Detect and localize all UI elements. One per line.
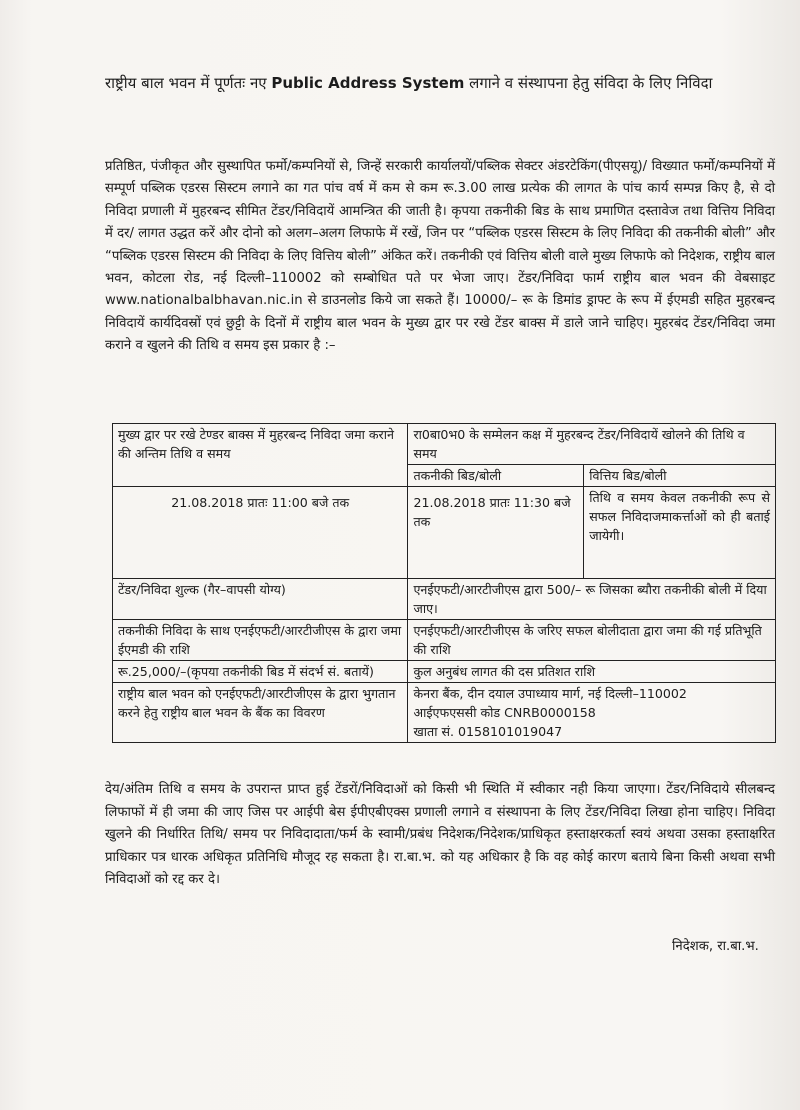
financial-bid-header: वित्तिय बिड/बोली xyxy=(584,465,776,487)
submission-deadline-header: मुख्य द्वार पर रखे टेण्डर बाक्स में मुहरबन्द निविदा जमा कराने की अन्तिम तिथि व समय xyxy=(113,424,408,487)
security-deposit-amount: कुल अनुबंध लागत की दस प्रतिशत राशि xyxy=(408,661,776,683)
fee-label: टेंडर/निविदा शुल्क (गैर–वापसी योग्य) xyxy=(113,579,408,620)
bank-details-value xyxy=(408,683,776,743)
table-row xyxy=(113,683,776,743)
table-row xyxy=(113,579,776,620)
document-title xyxy=(105,70,770,96)
title-bold-term: Public Address System xyxy=(271,74,465,92)
intro-paragraph: प्रतिष्ठित, पंजीकृत और सुस्थापित फर्मो/कम्पनियों से, जिन्हें सरकारी कार्यालयों/पब्लिक सेक्टर अंडरटेकिंग(पीएसयू)/ विख्यात फर्मो/कम्पनियों में सम्पूर्ण पब्लिक एडरस सिस्टम लगाने का गत पांच वर्ष में कम से कम रू.3.00 लाख प्रत्येक की लागत के पांच कार्य सम्पन्न किए है, से दो निविदा प्रणाली में मुहरबन्द सीमित टेंडर/निविदायें आमन्त्रित की जाती है। कृपया तकनीकी बिड के साथ प्रमाणित दस्तावेज तथा वित्तिय निविदा में दर/ लागत उद्धत करें और दोनो को अलग–अलग लिफाफे में रखें, जिन पर “पब्लिक एडरस सिस्टम के लिए निविदा की तकनीकी बोली” और “पब्लिक एडरस सिस्टम की निविदा के लिए वित्तिय बोली” अंकित करें। तकनीकी एवं वित्तिय बोली वाले मुख्य लिफाफे को निदेशक, राष्ट्रीय बाल भवन, कोटला रोड, नई दिल्ली–110002 को सम्बोधित पते पर भेजा जाए। टेंडर/निविदा फार्म राष्ट्रीय बाल भवन की वेबसाइट www.nationalbalbhavan.nic.in से डाउनलोड किये जा सकते हैं। 10000/– रू के डिमांड ड्राफ्ट के रूप में ईएमडी सहित मुहरबन्द निविदायें कार्यदिवस्रों एवं छुट्टी के दिनों में राष्ट्रीय बाल भवन के मुख्य द्वार पर रखे टेंडर बाक्स में डाले जाने चाहिए। मुहरबंद टेंडर/निविदा जमा कराने व खुलने की तिथि व समय इस प्रकार है :– xyxy=(105,159,775,354)
technical-opening-datetime: 21.08.2018 प्रातः 11:30 बजे तक xyxy=(408,487,584,579)
table-row xyxy=(113,620,776,661)
schedule-table xyxy=(112,423,776,743)
bank-name-line: केनरा बैंक, दीन दयाल उपाध्याय मार्ग, नई दिल्ली–110002 xyxy=(413,686,687,701)
title-suffix: लगाने व संस्थापना हेतु संविदा के लिए निविदा xyxy=(464,74,713,92)
table-row xyxy=(113,424,776,465)
financial-opening-note: तिथि व समय केवल तकनीकी रूप से सफल निविदाजमाकर्त्ताओं को ही बताई जायेगी। xyxy=(584,487,776,579)
emd-amount-label: रू.25,000/–(कृपया तकनीकी बिड में संदर्भ सं. बतायें) xyxy=(113,661,408,683)
security-deposit-value: एनईएफटी/आरटीजीएस के जरिए सफल बोलीदाता द्वारा जमा की गई प्रतिभूति की राशि xyxy=(408,620,776,661)
emd-label: तकनीकी निविदा के साथ एनईएफटी/आरटीजीएस के द्वारा जमा ईएमडी की राशि xyxy=(113,620,408,661)
technical-bid-header: तकनीकी बिड/बोली xyxy=(408,465,584,487)
opening-header: रा0बा0भ0 के सम्मेलन कक्ष में मुहरबन्द टेंडर/निविदायें खोलने की तिथि व समय xyxy=(408,424,776,465)
account-number-line: खाता सं. 0158101019047 xyxy=(413,724,563,739)
title-prefix: राष्ट्रीय बाल भवन में पूर्णतः नए xyxy=(105,74,272,92)
signature-line: निदेशक, रा.बा.भ. xyxy=(672,939,759,954)
terms-paragraph: देय/अंतिम तिथि व समय के उपरान्त प्राप्त हुई टेंडरों/निविदाओं को किसी भी स्थिति में स्वीकार नही किया जाएगा। टेंडर/निविदाये सीलबन्द लिफाफों में ही जमा की जाए जिस पर आईपी बेस ईपीएबीएक्स प्रणाली लगाने व संस्थापना के लिए टेंडर/निविदा लिखा होना चाहिए। निविदा खुलने की निर्धारित तिथि/ समय पर निविदादाता/फर्म के स्वामी/प्रबंध निदेशक/निदेशक/प्राधिकृत हस्ताक्षरकर्ता स्वयं अथवा उसका हस्ताक्षरित प्राधिकार पत्र धारक अधिकृत प्रतिनिधि मौजूद रह सकता है। रा.बा.भ. को यह अधिकार है कि वह कोई कारण बताये बिना किसी अथवा सभी निविदाओं को रद्द कर दे। xyxy=(105,782,775,888)
table-row xyxy=(113,661,776,683)
submission-datetime: 21.08.2018 प्रातः 11:00 बजे तक xyxy=(113,487,408,579)
table-row xyxy=(113,487,776,579)
fee-value: एनईएफटी/आरटीजीएस द्वारा 500/– रू जिसका ब्यौरा तकनीकी बोली में दिया जाए। xyxy=(408,579,776,620)
ifsc-line: आईएफएससी कोड CNRB0000158 xyxy=(413,705,596,720)
bank-details-label: राष्ट्रीय बाल भवन को एनईएफटी/आरटीजीएस के द्वारा भुगतान करने हेतु राष्ट्रीय बाल भवन के बैंक का विवरण xyxy=(113,683,408,743)
